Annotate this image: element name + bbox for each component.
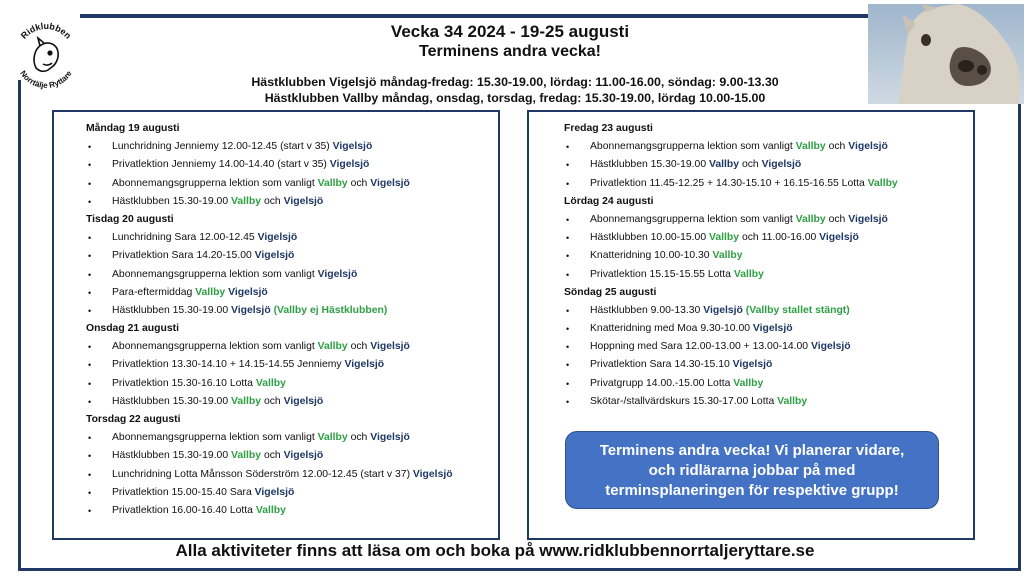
schedule-item xyxy=(86,138,496,156)
location-vigelsjo: Vigelsjö xyxy=(257,232,298,244)
schedule-right-column xyxy=(564,120,974,411)
schedule-item xyxy=(564,247,974,265)
info-callout xyxy=(565,431,939,509)
location-vigelsjo: Vigelsjö xyxy=(254,486,295,498)
horse-photo xyxy=(868,4,1024,104)
location-vigelsjo: Vigelsjö xyxy=(412,468,453,480)
schedule-item xyxy=(86,193,496,211)
location-vallby: Vallby xyxy=(255,377,286,389)
item-text: Privatlektion 15.15-15.55 Lotta xyxy=(590,268,734,280)
item-text: Hästklubben 15.30-19.00 xyxy=(112,304,232,316)
schedule-left-column xyxy=(86,120,496,520)
location-vigelsjo: Vigelsjö xyxy=(848,141,888,153)
item-text: Hoppning med Sara 12.00-13.00 + 13.00-14.00 xyxy=(590,341,811,353)
schedule-item xyxy=(564,138,974,156)
schedule-item xyxy=(86,247,496,265)
item-text: Skötar-/stallvärdskurs 15.30-17.00 Lotta xyxy=(590,395,778,407)
location-vigelsjo: Vigelsjö xyxy=(848,213,888,225)
opening-hours xyxy=(170,74,860,106)
location-vigelsjo: Vigelsjö xyxy=(332,141,373,153)
item-text: Hästklubben 15.30-19.00 xyxy=(112,395,232,407)
callout-line: och ridlärarna jobbar på med xyxy=(648,462,856,479)
item-text: och xyxy=(347,341,371,353)
item-text: Privatlektion 13.30-14.10 + 14.15-14.55 Jenniemy xyxy=(112,359,345,371)
location-vallby: Vallby xyxy=(795,213,826,225)
location-vigelsjo: Vigelsjö xyxy=(370,341,410,353)
item-text: Abonnemangsgrupperna lektion som vanligt xyxy=(112,341,318,353)
horse-head-icon xyxy=(34,38,58,71)
schedule-item xyxy=(86,356,496,374)
location-vallby: Vallby xyxy=(317,432,348,444)
item-text: Privatlektion 11.45-12.25 + 14.30-15.10 + 16.15-16.55 Lotta xyxy=(590,177,868,189)
location-vigelsjo: Vigelsjö xyxy=(344,359,385,371)
schedule-item xyxy=(564,229,974,247)
item-text: och xyxy=(261,195,284,207)
item-text: Privatlektion Sara 14.20-15.00 xyxy=(112,250,255,262)
item-text: Abonnemangsgrupperna lektion som vanligt xyxy=(590,141,796,153)
page-title: Vecka 34 2024 - 19-25 augusti xyxy=(390,22,630,41)
schedule-item xyxy=(564,211,974,229)
location-vallby: Vallby xyxy=(709,232,740,244)
location-vallby: Vallby xyxy=(231,195,262,207)
location-vigelsjo: Vigelsjö xyxy=(231,304,271,316)
location-vallby: Vallby xyxy=(317,177,348,189)
item-text: Privatlektion Sara 14.30-15.10 xyxy=(590,359,733,371)
item-text: Hästklubben 10.00-15.00 xyxy=(590,232,710,244)
location-vigelsjo: Vigelsjö xyxy=(752,323,793,335)
location-vigelsjo: Vallby xyxy=(709,159,740,171)
location-vigelsjo: Vigelsjö xyxy=(370,432,410,444)
location-vigelsjo: Vigelsjö xyxy=(761,159,802,171)
item-text: Lunchridning Jenniemy 12.00-12.45 (start v 35) xyxy=(112,141,333,153)
location-vallby: Vallby xyxy=(317,341,348,353)
day-heading: Måndag 19 augusti xyxy=(86,123,180,134)
frame-right-line xyxy=(1018,100,1021,570)
schedule-item xyxy=(564,266,974,284)
item-text: Knatteridning med Moa 9.30-10.00 xyxy=(590,323,753,335)
location-vallby: (Vallby ej Hästklubben) xyxy=(273,304,388,316)
location-vigelsjo: Vigelsjö xyxy=(370,177,410,189)
item-text: Privatlektion 15.30-16.10 Lotta xyxy=(112,377,256,389)
schedule-item xyxy=(86,447,496,465)
location-vallby: Vallby xyxy=(712,250,743,262)
item-text: Privatlektion Jenniemy 14.00-14.40 (start v 35) xyxy=(112,159,330,171)
logo-top-text: Ridklubben xyxy=(18,20,74,41)
item-text: Hästklubben 9.00-13.30 xyxy=(590,304,704,316)
schedule-item xyxy=(86,484,496,502)
location-vigelsjo: Vigelsjö xyxy=(329,159,370,171)
item-text: Lunchridning Lotta Månsson Söderström 12.00-12.45 (start v 37) xyxy=(112,468,413,480)
location-vigelsjo: Vigelsjö xyxy=(703,304,743,316)
item-text: Abonnemangsgrupperna lektion som vanligt xyxy=(112,177,318,189)
day-heading: Tisdag 20 augusti xyxy=(86,213,174,225)
item-text: Knatteridning 10.00-10.30 xyxy=(590,250,713,262)
schedule-item xyxy=(86,156,496,174)
schedule-item xyxy=(564,393,974,411)
item-text: Abonnemangsgrupperna lektion som vanligt xyxy=(590,213,796,225)
day-heading: Torsdag 22 augusti xyxy=(86,414,181,425)
location-vigelsjo: Vigelsjö xyxy=(283,395,324,407)
item-text: Abonnemangsgrupperna lektion som vanligt xyxy=(112,268,318,280)
location-vigelsjo: Vigelsjö xyxy=(317,268,358,280)
schedule-item xyxy=(564,356,974,374)
item-text: och xyxy=(347,432,371,444)
schedule-item xyxy=(86,266,496,284)
item-text: Hästklubben 15.30-19.00 xyxy=(112,450,232,462)
item-text: och xyxy=(347,177,371,189)
schedule-item xyxy=(564,175,974,193)
schedule-item xyxy=(86,284,496,302)
item-text: och xyxy=(825,213,849,225)
item-text: och xyxy=(739,159,762,171)
day-heading: Lördag 24 augusti xyxy=(564,195,654,207)
location-vigelsjo: Vigelsjö xyxy=(254,250,295,262)
schedule-item xyxy=(564,320,974,338)
schedule-item xyxy=(86,429,496,447)
location-vallby: Vallby xyxy=(231,450,262,462)
location-vigelsjo: Vigelsjö xyxy=(819,232,859,244)
item-text: Hästklubben 15.30-19.00 xyxy=(590,159,710,171)
location-vallby: Vallby xyxy=(795,141,826,153)
location-vallby: (Vallby stallet stängt) xyxy=(745,304,850,316)
schedule-item xyxy=(564,156,974,174)
item-text: Privatgrupp 14.00.-15.00 Lotta xyxy=(590,377,734,389)
schedule-item xyxy=(86,302,496,320)
location-vigelsjo: Vigelsjö xyxy=(228,286,268,298)
location-vigelsjo: Vigelsjö xyxy=(810,341,851,353)
item-text: och xyxy=(261,395,284,407)
hours-vigelsjo: Hästklubben Vigelsjö måndag-fredag: 15.30-19.00, lördag: 11.00-16.00, söndag: 9.00-13.30 xyxy=(251,75,779,89)
schedule-item xyxy=(86,338,496,356)
frame-left-line xyxy=(18,80,21,570)
location-vigelsjo: Vigelsjö xyxy=(283,450,324,462)
item-text: och xyxy=(261,450,284,462)
location-vigelsjo: Vigelsjö xyxy=(283,195,324,207)
item-text: Lunchridning Sara 12.00-12.45 xyxy=(112,232,258,244)
schedule-item xyxy=(86,393,496,411)
item-text: Para-eftermiddag xyxy=(112,286,196,298)
hours-vallby: Hästklubben Vallby måndag, onsdag, torsdag, fredag: 15.30-19.00, lördag 10.00-15.00 xyxy=(264,91,766,105)
callout-line: terminsplaneringen för respektive grupp! xyxy=(605,482,899,499)
schedule-item xyxy=(86,502,496,520)
schedule-item xyxy=(86,375,496,393)
schedule-item xyxy=(564,302,974,320)
schedule-item xyxy=(564,375,974,393)
day-heading: Söndag 25 augusti xyxy=(564,286,657,298)
item-text: Hästklubben 15.30-19.00 xyxy=(112,195,232,207)
location-vallby: Vallby xyxy=(867,177,898,189)
frame-top-line xyxy=(80,14,870,18)
callout-line: Terminens andra vecka! Vi planerar vidare, xyxy=(599,442,905,459)
footer-text: Alla aktiviteter finns att läsa om och boka på www.ridklubbennorrtaljeryttare.se xyxy=(175,541,815,560)
schedule-item xyxy=(86,229,496,247)
frame-bottom-line xyxy=(18,568,1021,571)
schedule-item xyxy=(86,175,496,193)
location-vallby: Vallby xyxy=(231,395,262,407)
schedule-item xyxy=(86,466,496,484)
location-vigelsjo: Vigelsjö xyxy=(732,359,773,371)
svg-text:Norrtälje Ryttare xyxy=(18,69,74,90)
page-subtitle: Terminens andra vecka! xyxy=(418,43,601,60)
location-vallby: Vallby xyxy=(195,286,226,298)
location-vallby: Vallby xyxy=(733,268,764,280)
location-vallby: Vallby xyxy=(255,504,286,516)
location-vallby: Vallby xyxy=(733,377,764,389)
club-logo xyxy=(10,20,82,92)
item-text: och xyxy=(825,141,849,153)
header xyxy=(200,22,820,62)
location-vallby: Vallby xyxy=(777,395,808,407)
day-heading: Onsdag 21 augusti xyxy=(86,323,179,335)
item-text: Privatlektion 15.00-15.40 Sara xyxy=(112,486,255,498)
day-heading: Fredag 23 augusti xyxy=(564,123,653,134)
item-text: Privatlektion 16.00-16.40 Lotta xyxy=(112,504,256,516)
logo-bottom-text: Norrtälje Ryttare xyxy=(18,68,74,91)
item-text: Abonnemangsgrupperna lektion som vanligt xyxy=(112,432,318,444)
svg-text:Ridklubben xyxy=(19,21,73,41)
item-text: och 11.00-16.00 xyxy=(739,232,820,244)
schedule-item xyxy=(564,338,974,356)
